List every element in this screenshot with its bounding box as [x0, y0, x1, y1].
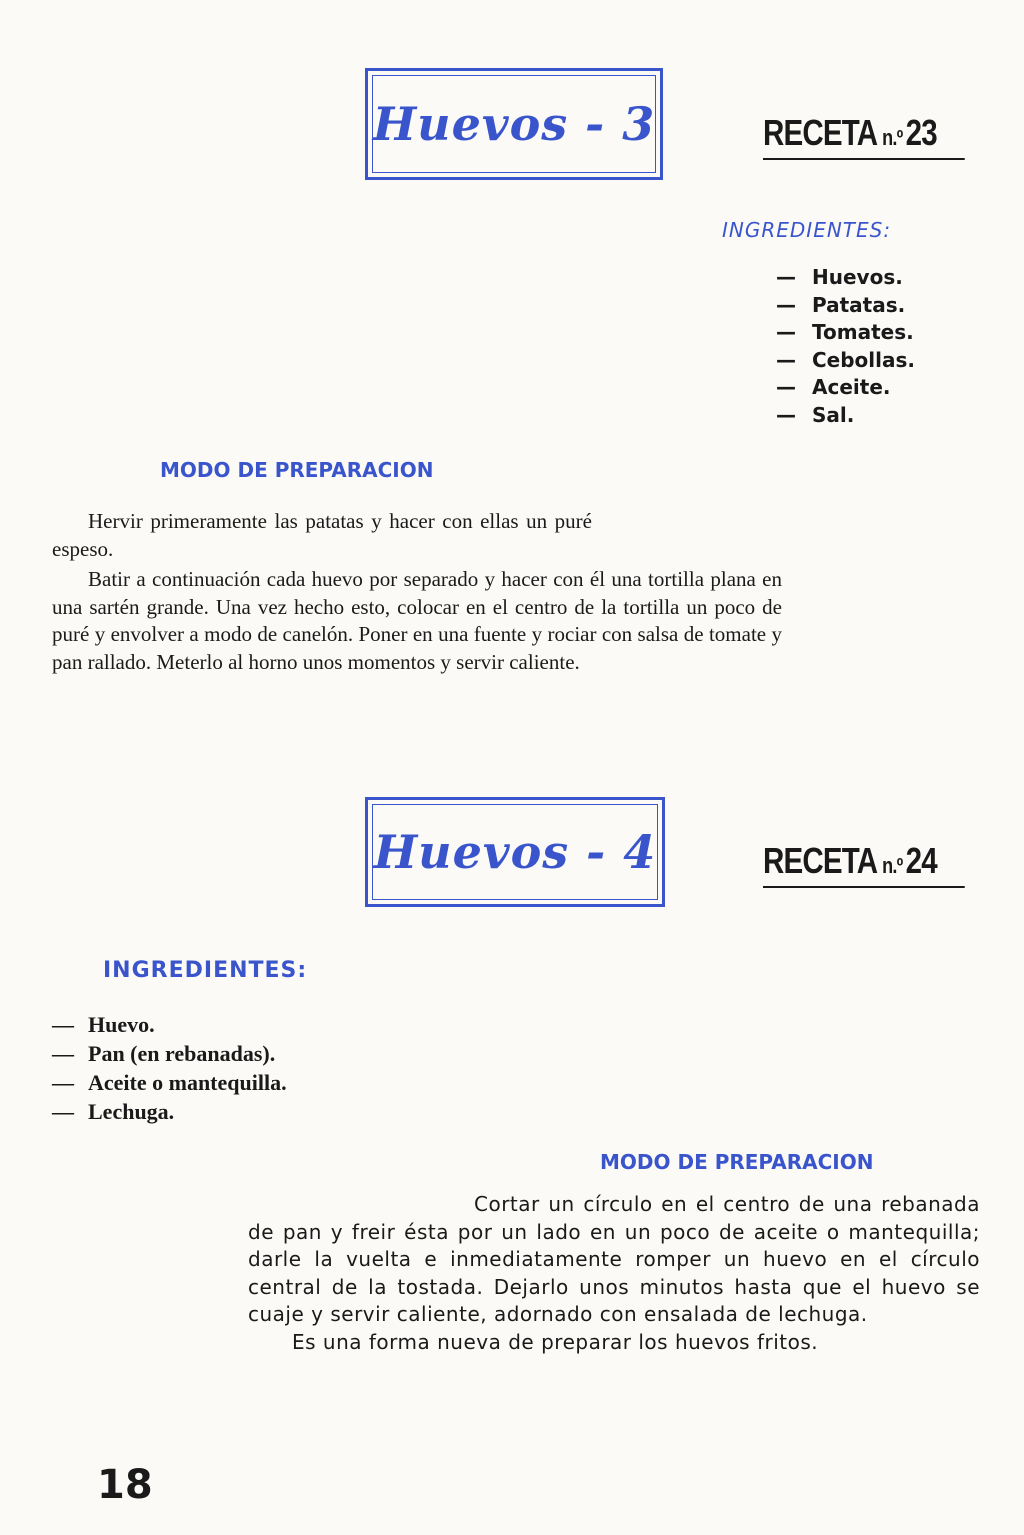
ingredient-item: — Lechuga. — [52, 1099, 175, 1124]
ingredient-item: — Aceite. — [776, 375, 891, 399]
receta-label: RECETA — [763, 112, 878, 153]
recipe-1-method-heading: MODO DE PREPARACION — [160, 458, 434, 482]
recipe-1-method-second — [52, 566, 782, 684]
ingredient-item: — Tomates. — [776, 320, 914, 344]
recipe-1-title: Huevos - 3 — [372, 97, 656, 151]
recipe-2-title-box — [365, 797, 665, 907]
recipe-2-title: Huevos - 4 — [373, 825, 657, 879]
receta-number: 24 — [905, 840, 937, 881]
ingredient-item: — Sal. — [776, 402, 855, 427]
method-paragraph: Cortar un círculo en el centro de una rebanada de pan y freir ésta por un lado en un poco de aceite o mantequilla; darle la vuelta e inmediatamente romper un huevo en el círculo central de la tostada. Dejarlo unos minutos hasta que el huevo se cuaje y servir caliente, adornado con ensalada de lechuga. — [248, 1192, 980, 1326]
receta-number: 23 — [905, 112, 937, 153]
recipe-1-ingredients-heading: INGREDIENTES: — [722, 218, 892, 242]
recipe-1-method-first — [52, 508, 592, 571]
ingredient-item: — Huevos. — [776, 265, 903, 289]
ingredient-item: — Cebollas. — [776, 347, 916, 372]
recipe-1-number — [763, 112, 965, 160]
page-number: 18 — [97, 1462, 153, 1508]
recipe-2-ingredients-heading: INGREDIENTES: — [103, 958, 308, 983]
recipe-2-method-text — [248, 1191, 980, 1356]
ingredient-item: — Pan (en rebanadas). — [52, 1041, 276, 1066]
recipe-2-number — [763, 840, 965, 888]
receta-n: n.º — [882, 853, 903, 878]
recipe-1-title-box — [365, 68, 663, 180]
ingredient-item: — Huevo. — [52, 1012, 155, 1037]
receta-n: n.º — [882, 125, 903, 150]
ingredient-item: — Aceite o mantequilla. — [52, 1070, 287, 1095]
recipe-2-ingredients-list — [52, 1010, 287, 1126]
recipe-2-method-heading: MODO DE PREPARACION — [600, 1150, 874, 1174]
method-paragraph: Batir a continuación cada huevo por separado y hacer con él una tortilla plana en una sartén grande. Una vez hecho esto, colocar en el centro de la tortilla un poco de puré y envolver a modo de canelón. Poner en una fuente y rociar con salsa de tomate y pan rallado. Meterlo al horno unos momentos y servir caliente. — [52, 567, 782, 674]
method-paragraph: Es una forma nueva de preparar los huevos fritos. — [292, 1329, 819, 1354]
method-paragraph: Hervir primeramente las patatas y hacer con ellas un puré espeso. — [52, 509, 592, 561]
recipe-1-ingredients-list — [776, 264, 915, 429]
ingredient-item: — Patatas. — [776, 292, 906, 317]
receta-label: RECETA — [763, 840, 878, 881]
